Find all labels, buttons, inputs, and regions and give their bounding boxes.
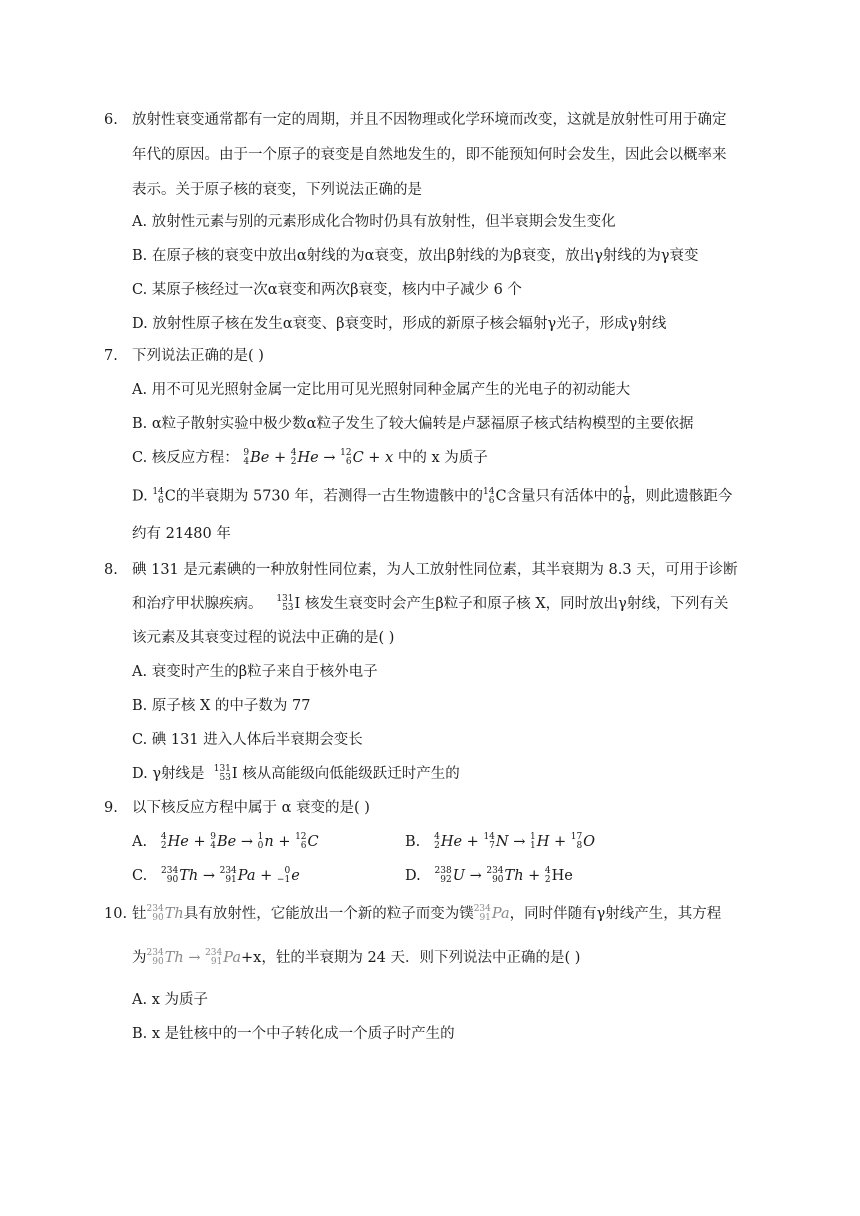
q8-stem-line1: 碘 131 是元素碘的一种放射性同位素，为人工放射性同位素，其半衰期为 8.3 天，可用于诊断 [132, 562, 738, 578]
q8-option-d: D. γ射线是 131 53 I 核从高能级向低能级跃迁时产生的 [132, 764, 460, 783]
q7-option-c-tail: 中的 x 为质子 [397, 450, 488, 466]
q9-number: 9. [104, 800, 118, 816]
q7-option-a: A. 用不可见光照射金属一定比用可见光照射同种金属产生的光电子的初动能大 [132, 382, 631, 398]
q10-stem-line2: 为 234 90 Th → 234 91 Pa+x，钍的半衰期为 24 天．则下列说法中正确的是( ) [132, 948, 581, 967]
q7-number: 7. [104, 348, 118, 364]
q6-option-b: B. 在原子核的衰变中放出α射线的为α衰变，放出β射线的为β衰变，放出γ射线的为γ衰变 [132, 248, 699, 264]
q6-number: 6. [104, 112, 118, 128]
q7-option-c [132, 448, 488, 468]
q10-number: 10. [104, 906, 128, 922]
q9-option-a: A. 4 2 He + 9 4 Be → 1 0 n + 12 6 C [132, 832, 319, 851]
q6-stem-line1: 放射性衰变通常都有一定的周期，并且不因物理或化学环境而改变，这就是放射性可用于确定 [132, 112, 727, 128]
q7-option-d: D. 14 6 C的半衰期为 5730 年，若测得一古生物遗骸中的 14 6 C含量只有活体中的 $\frac{1}{8}$ ，则此遗骸距今 [132, 485, 733, 507]
q7-option-c-equation: 9 4 Be + 4 2 He → 12 6 C + x [243, 448, 394, 467]
q8-option-c: C. 碘 131 进入人体后半衰期会变长 [132, 732, 363, 748]
q9-stem: 以下核反应方程中属于 α 衰变的是( ) [132, 800, 370, 816]
q9-option-b: B. 4 2 He + 14 7 N → 1 1 H + 17 8 O [405, 832, 596, 851]
q10-option-a: A. x 为质子 [132, 992, 208, 1008]
q6-option-a: A. 放射性元素与别的元素形成化合物时仍具有放射性，但半衰期会发生变化 [132, 214, 616, 230]
q9-option-d: D. 238 92 U → 234 90 Th + 4 2 He [405, 866, 573, 885]
q6-option-d: D. 放射性原子核在发生α衰变、β衰变时，形成的新原子核会辐射γ光子，形成γ射线 [132, 316, 667, 332]
q7-option-d-line2: 约有 21480 年 [132, 526, 231, 542]
q8-option-b: B. 原子核 X 的中子数为 77 [132, 698, 311, 714]
q7-option-b: B. α粒子散射实验中极少数α粒子发生了较大偏转是卢瑟福原子核式结构模型的主要依据 [132, 416, 694, 432]
q8-stem-line3: 该元素及其衰变过程的说法中正确的是( ) [132, 630, 395, 646]
q10-stem-line1: 钍 234 90 Th具有放射性，它能放出一个新的粒子而变为镤 234 91 Pa，同时伴随有γ射线产生，其方程 [132, 904, 722, 923]
q7-option-c-label: C. 核反应方程： [132, 450, 239, 466]
q7-fraction: $\frac{1}{8}$ [623, 485, 630, 507]
q7-stem: 下列说法正确的是( ) [132, 348, 264, 364]
q6-stem-line2: 年代的原因。由于一个原子的衰变是自然地发生的，即不能预知何时会发生，因此会以概率来 [132, 147, 727, 163]
q6-stem-line3: 表示。关于原子核的衰变，下列说法正确的是 [132, 182, 422, 198]
q6-option-c: C. 某原子核经过一次α衰变和两次β衰变，核内中子减少 6 个 [132, 282, 522, 298]
q10-option-b: B. x 是钍核中的一个中子转化成一个质子时产生的 [132, 1026, 455, 1042]
q9-option-c: C. 234 90 Th → 234 91 Pa + 0 −1 e [132, 866, 300, 885]
q8-number: 8. [104, 562, 118, 578]
q8-stem-line2: 和治疗甲状腺疾病。 131 53 I 核发生衰变时会产生β粒子和原子核 X，同时放出γ射线，下列有关 [132, 594, 729, 613]
q8-option-a: A. 衰变时产生的β粒子来自于核外电子 [132, 664, 378, 680]
